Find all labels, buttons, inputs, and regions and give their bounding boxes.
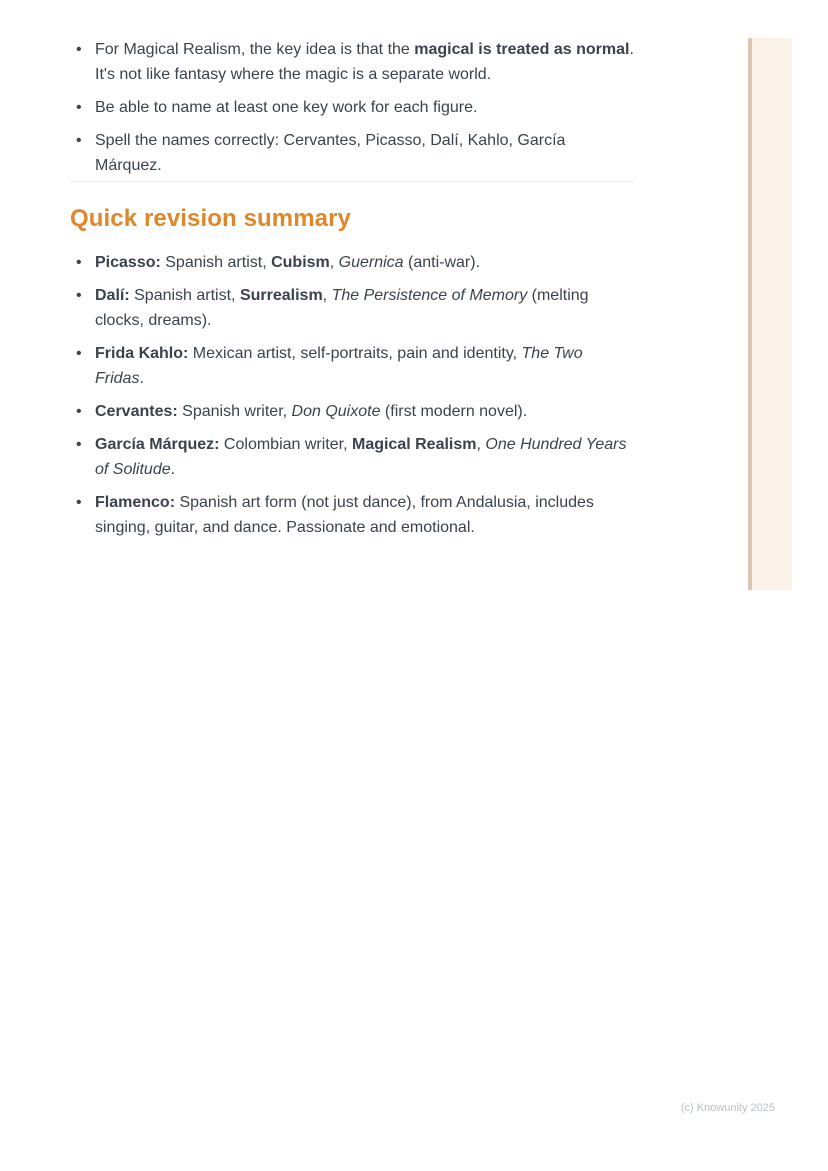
page-edge-strip: [748, 38, 792, 590]
text-segment: Cervantes:: [95, 403, 178, 420]
text-segment: ,: [329, 254, 339, 271]
section-divider: [70, 181, 634, 182]
summary-list: [70, 250, 635, 548]
exam-tips-list: [70, 37, 635, 186]
text-segment: Be able to name at least one key work for each figure.: [95, 99, 478, 116]
text-segment: (anti-war).: [403, 254, 481, 271]
text-segment: Spanish art form (not just dance), from Andalusia, includes singing, guitar, and dance. Passionate and emotional.: [95, 494, 594, 536]
text-segment: . It's not like fantasy where the magic is a separate world.: [95, 41, 634, 83]
list-item: [70, 432, 635, 482]
text-segment: Colombian writer,: [219, 436, 352, 453]
text-segment: Frida Kahlo:: [95, 345, 189, 362]
list-item: [70, 37, 635, 87]
list-item: [70, 283, 635, 333]
text-segment: The Two Fridas: [95, 345, 583, 387]
text-segment: For Magical Realism, the key idea is that the: [95, 41, 415, 58]
text-segment: Don Quixote: [291, 403, 381, 420]
text-segment: García Márquez:: [95, 436, 220, 453]
text-segment: ,: [476, 436, 486, 453]
list-item: [70, 341, 635, 391]
text-segment: (melting clocks, dreams).: [95, 287, 589, 329]
text-segment: Spanish writer,: [177, 403, 292, 420]
text-segment: Magical Realism: [351, 436, 477, 453]
text-segment: Picasso:: [95, 254, 161, 271]
text-segment: Guernica: [338, 254, 404, 271]
text-segment: Cubism: [271, 254, 330, 271]
text-segment: .: [139, 370, 144, 387]
text-segment: magical is treated as normal: [414, 41, 630, 58]
text-segment: Surrealism: [239, 287, 323, 304]
text-segment: (first modern novel).: [380, 403, 528, 420]
text-segment: The Persistence of Memory: [331, 287, 528, 304]
text-segment: Spanish artist,: [129, 287, 240, 304]
list-item: [70, 128, 635, 178]
text-segment: Dalí:: [95, 287, 130, 304]
list-item: [70, 399, 635, 424]
list-item: [70, 250, 635, 275]
footer-credit: (c) Knowunity 2025: [680, 1102, 775, 1114]
text-segment: .: [170, 461, 176, 478]
list-item: [70, 490, 635, 540]
text-segment: Mexican artist, self-portraits, pain and identity,: [188, 345, 522, 362]
text-segment: ,: [322, 287, 332, 304]
text-segment: Spanish artist,: [160, 254, 272, 271]
text-segment: Spell the names correctly: Cervantes, Picasso, Dalí, Kahlo, García Márquez.: [95, 132, 566, 174]
section-heading: Quick revision summary: [70, 205, 351, 232]
list-item: [70, 95, 635, 120]
text-segment: One Hundred Years of Solitude: [95, 436, 627, 478]
text-segment: Flamenco:: [95, 494, 176, 511]
